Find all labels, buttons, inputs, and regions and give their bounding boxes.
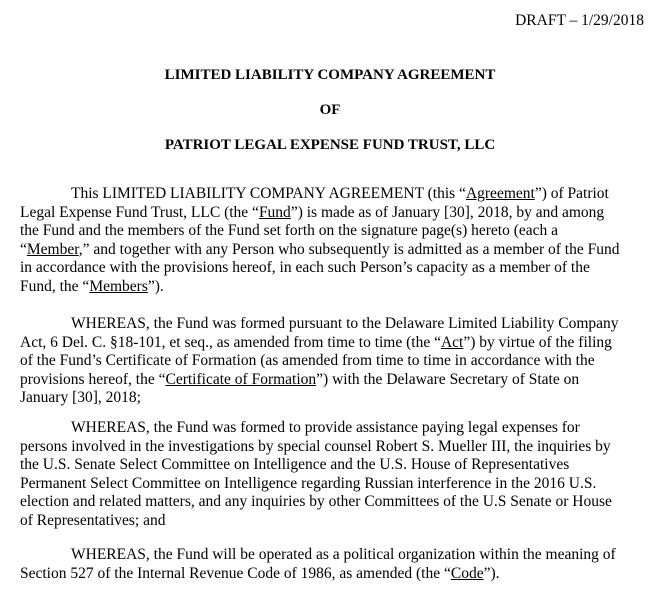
defined-term-agreement: Agreement: [465, 185, 535, 202]
text-line: the U.S. Senate Select Committee on Intelligence and the U.S. House of Representatives: [20, 456, 570, 474]
text-line: [20, 565, 660, 584]
defined-term-fund: Fund: [258, 203, 291, 221]
text-run: ”) by virtue of the filing: [463, 333, 612, 351]
paragraph-whereas-formation: [20, 315, 660, 408]
text-run: provisions hereof, the “: [20, 370, 166, 388]
paragraph-whereas-political-organization: [20, 546, 660, 583]
text-line: election and related matters, and any inquiries by other Committees of the U.S Senate or House: [20, 493, 612, 511]
paragraph-whereas-purpose: [20, 419, 660, 531]
text-run: This LIMITED LIABILITY COMPANY AGREEMENT (this “: [71, 185, 466, 202]
text-run: Section 527 of the Internal Revenue Code of 1986, as amended (the “: [20, 564, 451, 582]
text-line: [20, 334, 660, 353]
text-run: ”).: [147, 277, 164, 295]
text-run: ”) is made as of January [30], 2018, by and among: [290, 203, 605, 221]
text-run: ”) of Patriot: [534, 185, 609, 202]
defined-term-member: Member: [26, 240, 79, 258]
defined-term-code: Code: [450, 564, 484, 582]
text-line: of Representatives; and: [20, 511, 166, 529]
text-line: [20, 185, 660, 204]
text-line: WHEREAS, the Fund was formed pursuant to the Delaware Limited Liability Company: [71, 315, 619, 332]
text-line: [20, 371, 660, 390]
text-run: “: [20, 240, 27, 258]
title-line-1: LIMITED LIABILITY COMPANY AGREEMENT: [164, 67, 496, 83]
text-run: Act, 6 Del. C. §18-101, et seq., as amended from time to time (the “: [20, 333, 441, 351]
title-line-2: OF: [319, 102, 341, 118]
text-run: Legal Expense Fund Trust, LLC (the “: [20, 203, 259, 221]
text-line: WHEREAS, the Fund will be operated as a political organization within the meaning of: [71, 546, 616, 563]
text-run: Fund, the “: [20, 277, 90, 295]
defined-term-act: Act: [440, 333, 464, 351]
defined-term-members: Members: [89, 277, 148, 295]
text-line: persons involved in the investigations by special counsel Robert S. Mueller III, the inquiries by: [20, 437, 611, 455]
text-line: in accordance with the provisions hereof, in each such Person’s capacity as a member of the: [20, 259, 590, 277]
text-line: of the Fund’s Certificate of Formation (as amended from time to time in accordance with the: [20, 352, 595, 370]
paragraph-preamble: [20, 185, 660, 297]
text-run: ”).: [483, 564, 500, 582]
text-line: [20, 241, 660, 260]
text-line: WHEREAS, the Fund was formed to provide assistance paying legal expenses for: [71, 419, 580, 436]
text-line: January [30], 2018;: [20, 389, 141, 407]
title-line-3: PATRIOT LEGAL EXPENSE FUND TRUST, LLC: [164, 137, 496, 153]
draft-label: DRAFT – 1/29/2018: [515, 12, 644, 29]
text-run: ”) with the Delaware Secretary of State on: [316, 370, 580, 388]
text-line: [20, 278, 660, 297]
text-run: ,” and together with any Person who subsequently is admitted as a member of the Fund: [78, 240, 620, 258]
text-line: Permanent Select Committee on Intelligence regarding Russian interference in the 2016 U.S.: [20, 474, 597, 492]
text-line: [20, 204, 660, 223]
text-line: the Fund and the members of the Fund set forth on the signature page(s) hereto (each a: [20, 222, 559, 240]
defined-term-certificate-of-formation: Certificate of Formation: [165, 370, 317, 388]
